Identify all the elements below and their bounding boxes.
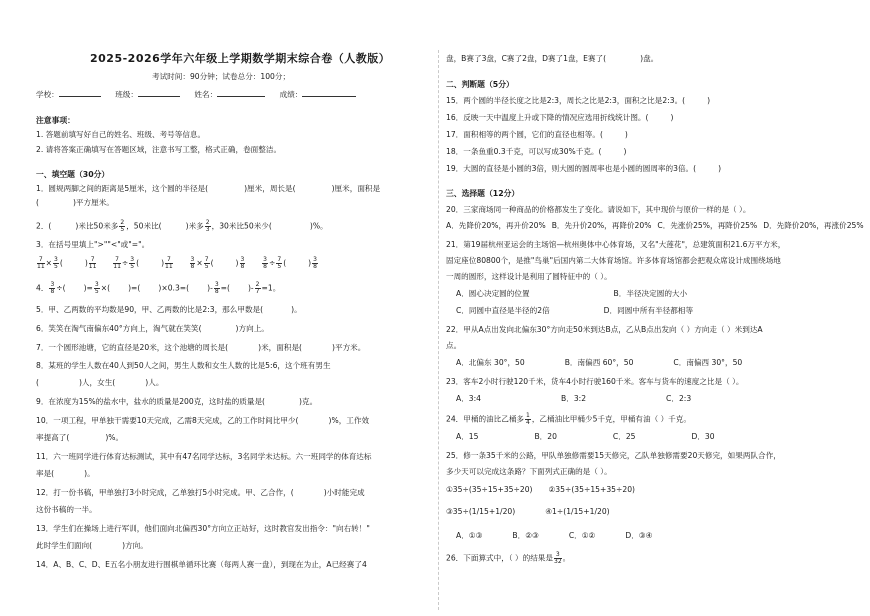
class-label: 班级： — [115, 90, 138, 99]
option[interactable]: B．南偏西 60°，50 — [564, 358, 634, 367]
option[interactable]: D．先降价20%，再涨价25% — [763, 221, 864, 230]
question-25-expr-row1 — [446, 485, 635, 495]
question-21-cont: 固定座位80800个，是推"鸟巢"后国内第二大体育场馆。许多体育场馆都会把观众席设计成围绕场地 — [446, 256, 781, 265]
question-25-cont: 多少天可以完成这条路？下面列式正确的是（ ）。 — [446, 467, 612, 476]
option[interactable]: B．3:2 — [561, 394, 587, 403]
question-21-options-b — [456, 306, 693, 316]
option[interactable]: A．①③ — [456, 531, 483, 540]
option[interactable]: C．南偏西 30°，50 — [673, 358, 743, 367]
option[interactable]: D．同圆中所有半径都相等 — [603, 306, 694, 315]
note-item: 1. 答题前填写好自己的姓名、班级、考号等信息。 — [36, 130, 206, 139]
question-5: 5．甲、乙两数的平均数是90，甲、乙两数的比是2:3，那么甲数是( )。 — [36, 305, 302, 314]
question-1-cont: ( )平方厘米。 — [36, 198, 114, 207]
class-blank[interactable] — [138, 88, 180, 97]
section-heading-choice: 三、选择题（12分） — [446, 189, 520, 198]
note-item: 2. 请将答案正确填写在答题区域，注意书写工整，格式正确，卷面整洁。 — [36, 145, 282, 154]
option[interactable]: C．同圆中直径是半径的2倍 — [456, 306, 550, 315]
question-19: 19．大圆的直径是小圆的3倍，则大圆的圆周率也是小圆的圆周率的3倍。( ) — [446, 164, 722, 173]
question-24: 24．甲桶的油比乙桶多 $\frac{1}{4}$ ，乙桶油比甲桶少5千克，甲桶有油（ ）千克。 — [446, 412, 691, 426]
question-22: 22．甲从A点出发向北偏东30°方向走50米到达B点，乙从B点出发向（ ）方向走（ ）米到达A — [446, 325, 763, 334]
question-25: 25．修一条35千米的公路，甲队单独修需要15天修完，乙队单独修需要20天修完，如果两队合作， — [446, 451, 781, 460]
question-2: 2．( )米比50米多 $\frac{2}{5}$ ，50米比( )米多 $\frac{2}{3}$ ，30米比50米少( )%。 — [36, 219, 328, 233]
question-4: 4． $\frac{3}{8}$ ÷( )= $\frac{3}{5}$ ×( )=( )×0.3=( )- $\frac{3}{8}$ =( )- $\frac{2}{7}$ =1。 — [36, 281, 281, 295]
option[interactable]: A．圆心决定圆的位置 — [456, 289, 530, 298]
question-11: 11．六一班同学进行体育达标测试，其中有47名同学达标，3名同学未达标。六一班同学的体育达标 — [36, 452, 372, 461]
expression: ①35÷(35÷15+35÷20) — [446, 485, 533, 494]
question-21: 21．第19届杭州亚运会的主场馆—杭州奥体中心体育场，又名"大莲花"，总建筑面积21.6万平方米， — [446, 240, 786, 249]
question-12: 12．打一份书稿，甲单独打3小时完成，乙单独打5小时完成。甲、乙合作，( )小时能完成 — [36, 488, 365, 497]
question-10: 10．一项工程，甲单独干需要10天完成，乙需8天完成，乙的工作时间比甲少( )%，工作效 — [36, 416, 370, 425]
question-23-options — [456, 394, 691, 404]
option[interactable]: C．25 — [612, 432, 636, 441]
expression: ③35÷(1/15+1/20) — [446, 507, 516, 516]
option[interactable]: B．先升价20%，再降价20% — [551, 221, 652, 230]
school-label: 学校： — [36, 90, 59, 99]
option[interactable]: D．30 — [691, 432, 715, 441]
question-20: 20．三家商场同一种商品的价格都发生了变化。请说如下，其中现价与原价一样的是（ ）。 — [446, 205, 751, 214]
option[interactable]: D．③④ — [625, 531, 653, 540]
question-20-options — [446, 221, 864, 231]
question-22-options — [456, 358, 742, 368]
option[interactable]: C．①② — [568, 531, 596, 540]
question-16: 16．反映一天中温度上升或下降的情况应选用折线统计图。( ) — [446, 113, 674, 122]
question-6: 6．笑笑在淘气南偏东40°方向上，淘气就在笑笑( )方向上。 — [36, 324, 269, 333]
expression: ②35÷(35÷15+35÷20) — [548, 485, 635, 494]
question-25-options — [456, 531, 652, 541]
question-14: 14．A、B、C、D、E五名小朋友进行围棋单循环比赛（每两人赛一盘），到现在为止，A已经赛了4 — [36, 560, 367, 569]
score-label: 成绩： — [279, 90, 303, 99]
option[interactable]: A．15 — [456, 432, 479, 441]
option[interactable]: B．半径决定圆的大小 — [613, 289, 688, 298]
question-10-cont: 率提高了( )%。 — [36, 433, 124, 442]
question-26: 26．下面算式中，（ ）的结果是 $\frac{3}{32}$ 。 — [446, 551, 571, 565]
name-blank[interactable] — [217, 88, 265, 97]
question-14-cont: 盘，B赛了3盘，C赛了2盘，D赛了1盘，E赛了( )盘。 — [446, 54, 659, 63]
option[interactable]: C．2:3 — [666, 394, 692, 403]
question-22-cont: 点。 — [446, 341, 462, 350]
question-21-cont2: 一周的圆形，这样设计是利用了圆特征中的（ ）。 — [446, 272, 612, 281]
expression: ④1÷(1/15+1/20) — [545, 507, 610, 516]
question-13: 13．学生们在操场上进行军训，他们面向北偏西30°方向立正站好，这时教官发出指令："向右转！" — [36, 524, 370, 533]
name-label: 姓名： — [194, 90, 218, 99]
exam-title: 2025-2026学年六年级上学期数学期末综合卷（人教版） — [90, 52, 391, 65]
question-12-cont: 这份书稿的一半。 — [36, 505, 97, 514]
section-heading-judge: 二、判断题（5分） — [446, 80, 514, 89]
question-21-options-a — [456, 289, 687, 299]
option[interactable]: B．②③ — [512, 531, 539, 540]
question-18: 18．一条鱼重0.3千克，可以写成30%千克。( ) — [446, 147, 627, 156]
question-13-cont: 此时学生们面向( )方向。 — [36, 541, 148, 550]
question-9: 9．在浓度为15%的盐水中，盐水的质量是200克，这时盐的质量是( )克。 — [36, 397, 318, 406]
question-3: 3．在括号里填上">""<"或"="。 — [36, 240, 150, 249]
question-8-cont: ( )人，女生( )人。 — [36, 378, 164, 387]
question-24-options — [456, 432, 715, 442]
exam-meta: 考试时间：90分钟；试卷总分：100分； — [152, 72, 291, 81]
question-7: 7．一个圆形池塘，它的直径是20米，这个池塘的周长是( )米，面积是( )平方米。 — [36, 343, 366, 352]
option[interactable]: A．北偏东 30°，50 — [456, 358, 525, 367]
section-heading-fill: 一、填空题（30分） — [36, 170, 110, 179]
question-23: 23．客车2小时行驶120千米，货车4小时行驶160千米。客车与货车的速度之比是（ ）。 — [446, 377, 744, 386]
question-25-expr-row2 — [446, 507, 610, 517]
question-15: 15．两个圆的半径长度之比是2:3，周长之比是2:3，面积之比是2:3。( ) — [446, 96, 711, 105]
student-info-row — [36, 88, 356, 100]
question-8: 8．某班的学生人数在40人到50人之间，男生人数和女生人数的比是5:6，这个班有男生 — [36, 361, 331, 370]
option[interactable]: A．3:4 — [456, 394, 482, 403]
score-blank[interactable] — [302, 88, 356, 97]
question-11-cont: 率是( )。 — [36, 469, 95, 478]
school-blank[interactable] — [59, 88, 101, 97]
option[interactable]: A．先降价20%，再升价20% — [446, 221, 546, 230]
notes-heading: 注意事项： — [36, 116, 75, 125]
question-17: 17．面积相等的两个圆，它们的直径也相等。( ) — [446, 130, 628, 139]
column-divider — [438, 50, 439, 610]
question-1: 1．圆规两脚之间的距离是5厘米，这个圆的半径是( )厘米，周长是( )厘米，面积是 — [36, 184, 381, 193]
question-3-compare-row: $\frac{7}{11}$ × $\frac{3}{5}$ ( ) $\frac{7}{11}$ $\frac{7}{11}$ ÷ $\frac{3}{5}$ ( ) $\frac{7}{11}$ $\frac{3}{8}$ × $\frac{7}{5}$ ( ) $\frac{3}{8}$ $\frac{3}{8}$ ÷ $\frac{7}{5}$ ( ) $\frac{3}{8}$ — [37, 256, 317, 270]
option[interactable]: B．20 — [534, 432, 557, 441]
option[interactable]: C．先涨价25%，再降价25% — [657, 221, 758, 230]
